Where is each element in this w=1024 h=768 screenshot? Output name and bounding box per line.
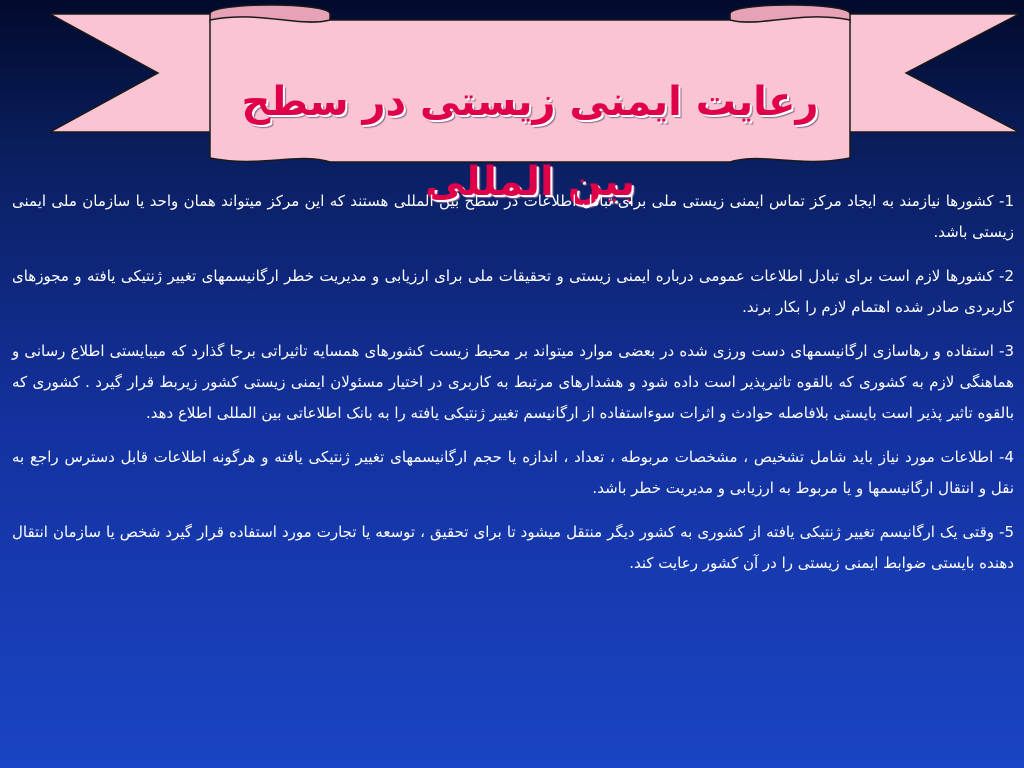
slide-body bbox=[12, 186, 1014, 592]
slide-title: رعایت ایمنی زیستی در سطح بین المللی bbox=[241, 79, 819, 205]
paragraph-2: 2- کشورها لازم است برای تبادل اطلاعات عمومی درباره ایمنی زیستی و تحقیقات ملی برای ارزیابی و مدیریت خطر ارگانیسمهای تغییر ژنتیکی یافته و مجوزهای کاربردی صادر شده اهتمام لازم را بکار برند. bbox=[12, 267, 1014, 316]
paragraph-4: 4- اطلاعات مورد نیاز باید شامل تشخیص ، مشخصات مربوطه ، تعداد ، اندازه یا حجم ارگانیسمهای تغییر ژنتیکی یافته و هرگونه اطلاعات قابل دسترس راجع به نقل و انتقال ارگانیسمها و یا مربوط به ارزیابی و مدیریت خطر باشد. bbox=[12, 448, 1014, 497]
paragraph-1: 1- کشورها نیازمند به ایجاد مرکز تماس ایمنی زیستی ملی برای تبادل اطلاعات در سطح بین المللی هستند که این مرکز میتواند همان واحد یا سازمان ملی ایمنی زیستی باشد. bbox=[12, 192, 1014, 241]
paragraph-5: 5- وقتی یک ارگانیسم تغییر ژنتیکی یافته از کشوری به کشور دیگر منتقل میشود تا برای تحقیق ، توسعه یا تجارت مورد استفاده قرار گیرد شخص یا سازمان انتقال دهنده بایستی ضوابط ایمنی زیستی را در آن کشور رعایت کند. bbox=[12, 523, 1014, 572]
paragraph-3: 3- استفاده و رهاسازی ارگانیسمهای دست ورزی شده در بعضی موارد میتواند بر محیط زیست کشورهای همسایه تاثیراتی برجا گذارد که میبایستی اطلاع رسانی و هماهنگی لازم به کشوری که بالقوه تاثیرپذیر است داده شود و هشدارهای مرتبط به کاربری در اختیار مسئولان ایمنی زیستی کشور زیربط قرار گیرد . کشوری که بالقوه تاثیر پذیر است بایستی بلافاصله حوادث و اثرات سوءاستفاده از ارگانیسم تغییر ژنتیکی یافته را به بانک اطلاعاتی بین المللی اطلاع دهد. bbox=[12, 342, 1014, 422]
